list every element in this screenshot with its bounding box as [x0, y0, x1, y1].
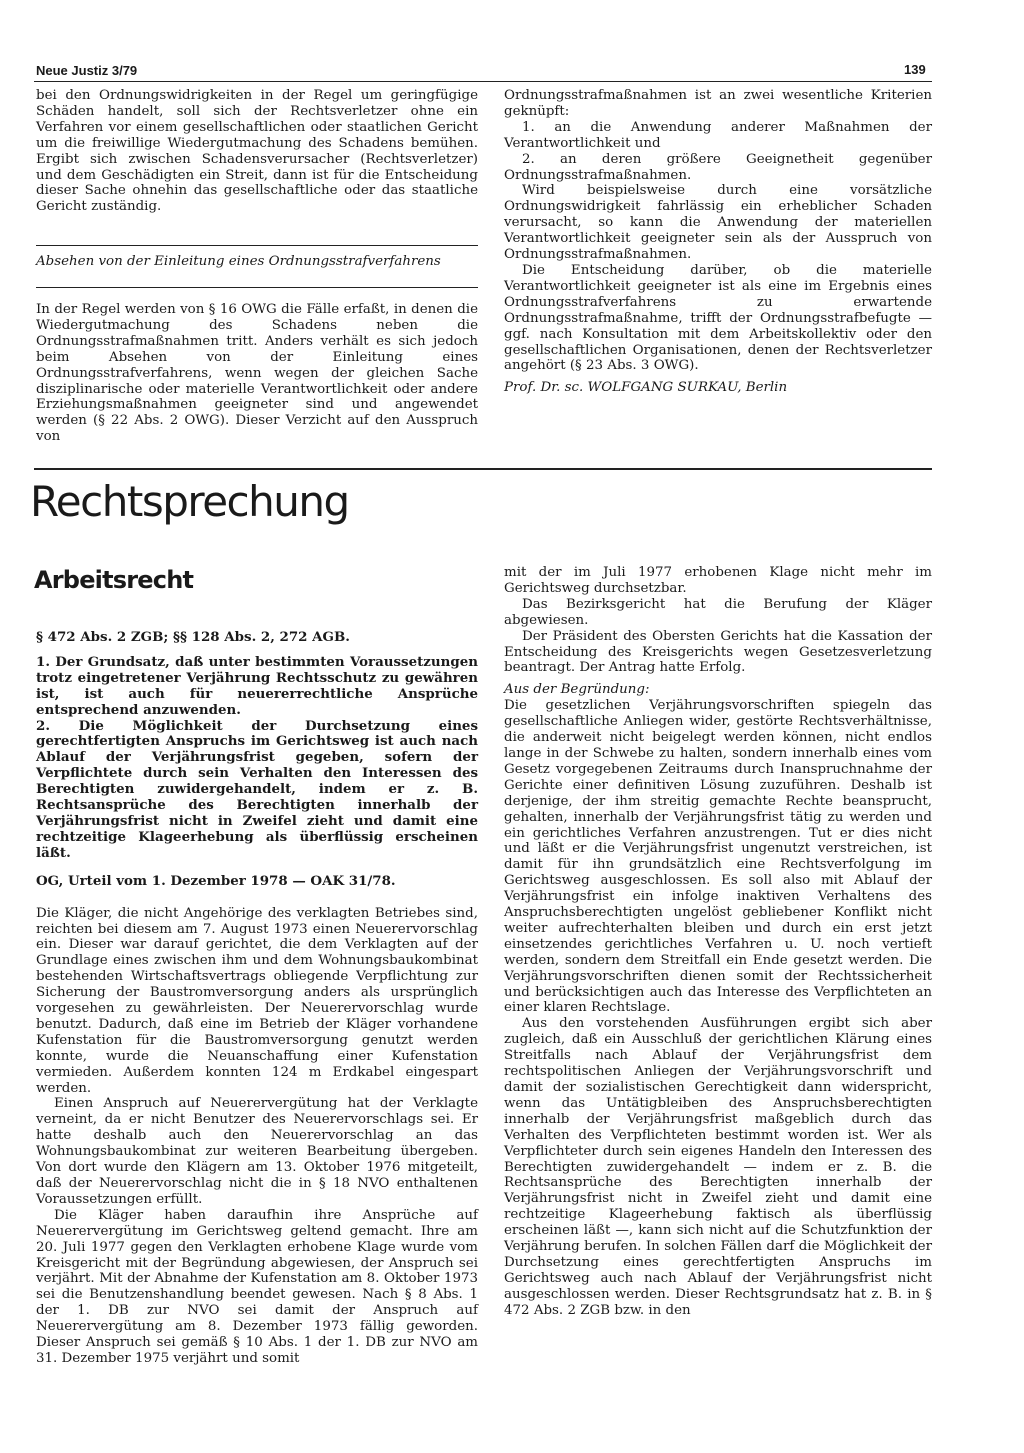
headnote-1: 1. Der Grundsatz, daß unter bestimmten Voraussetzungen trotz eingetretener Verjährung Rechtsschutz zu gewähren ist, ist auch für neuererrechtliche Ansprüche entsprechend anzuwenden. — [36, 653, 478, 718]
paragraph: Der Präsident des Obersten Gerichts hat die Kassation der Entscheidung des Kreisgerichts wegen Gesetzesverletzung beantragt. Der Antrag hatte Erfolg. — [504, 628, 932, 676]
paragraph: bei den Ordnungswidrigkeiten in der Regel um geringfügige Schäden handelt, soll sich der Rechtsverletzer ohne ein Verfahren vor einem gesellschaftlichen oder staatlichen Gericht um die freiwillige Wiedergutmachung des Schadens bemühen. Ergibt sich zwischen Schadensverursacher (Rechtsverletzer) und dem Geschädigten ein Streit, dann ist für die Entscheidung dieser Sache ohnehin das gesellschaftliche oder das staatliche Gericht zuständig. — [36, 88, 478, 215]
page-number: 139 — [904, 62, 926, 77]
legal-norms: § 472 Abs. 2 ZGB; §§ 128 Abs. 2, 272 AGB. — [36, 629, 350, 645]
top-left-column — [36, 88, 478, 215]
subhead-rule-bottom — [36, 287, 478, 288]
paragraph: Ordnungsstrafmaßnahmen ist an zwei wesentliche Kriterien geknüpft: — [504, 88, 932, 119]
subhead-rule-top — [36, 245, 478, 246]
list-item: 1. an die Anwendung anderer Maßnahmen der Verantwortlichkeit und — [504, 119, 932, 151]
subheading: Absehen von der Einleitung eines Ordnungsstrafverfahrens — [36, 254, 441, 269]
section-rule — [34, 468, 932, 470]
header-rule — [34, 81, 932, 82]
paragraph: Einen Anspruch auf Neuerervergütung hat der Verklagte verneint, da er nicht Benutzer des Neuerervorschlags sei. Er hatte deshalb auch den Neuerervorschlag an das Wohnungsbaukombinat zur weiteren Bearbeitung übergeben. Von dort wurde den Klägern am 13. Oktober 1976 mitgeteilt, daß der Neuerervorschlag nicht die in § 18 NVO enthaltenen Voraussetzungen erfüllt. — [36, 1096, 478, 1207]
section-subtitle: Arbeitsrecht — [34, 566, 194, 594]
paragraph: Die Kläger haben daraufhin ihre Ansprüche auf Neuerervergütung im Gerichtsweg geltend gemacht. Ihre am 20. Juli 1977 gegen den Verklagten erhobene Klage wurde vom Kreisgericht mit der Begründung abgewiesen, der Anspruch sei verjährt. Mit der Abnahme der Kufenstation am 8. Oktober 1973 sei die Benutzenshandlung beendet gewesen. Nach § 8 Abs. 1 der 1. DB zur NVO sei damit der Anspruch auf Neuerervergütung am 8. Dezember 1973 fällig geworden. Dieser Anspruch sei gemäß § 10 Abs. 1 der 1. DB zur NVO am 31. Dezember 1975 verjährt und somit — [36, 1207, 478, 1366]
decision-left-column — [36, 630, 478, 1367]
journal-title: Neue Justiz 3/79 — [36, 63, 138, 78]
paragraph: Das Bezirksgericht hat die Berufung der Kläger abgewiesen. — [504, 596, 932, 628]
paragraph: Aus den vorstehenden Ausführungen ergibt sich aber zugleich, daß ein Ausschluß der gerichtlichen Klärung eines Streitfalls nach Ablauf der Verjährungsfrist dem rechtspolitischen Anliegen der Verjährungsvorschrift und damit der sozialistischen Gerechtigkeit dann widerspricht, wenn das Untätigbleiben des Anspruchsberechtigten innerhalb der Verjährungsfrist maßgeblich durch das Verhalten des Verpflichteten bestimmt worden ist. Wer als Verpflichteter durch sein eigenes Handeln den Interessen des Berechtigten zuwidergehandelt — indem er z. B. die Rechtsansprüche des Berechtigten innerhalb der Verjährungsfrist nicht in Zweifel zieht und damit eine rechtzeitige Klageerhebung faktisch als überflüssig erscheinen läßt —, kann sich nicht auf die Schutzfunktion der Verjährung berufen. In solchen Fällen darf die Möglichkeit der Durchsetzung eines gerechtfertigten Anspruchs im Gerichtsweg auch nach Ablauf der Verjährungsfrist nicht ausgeschlossen werden. Dieser Rechtsgrundsatz hat z. B. in § 472 Abs. 2 ZGB bzw. in den — [504, 1016, 932, 1318]
top-left-column-2 — [36, 302, 478, 445]
reasons-heading: Aus der Begründung: — [504, 682, 650, 698]
paragraph: In der Regel werden von § 16 OWG die Fälle erfaßt, in denen die Wiedergutmachung des Schadens neben die Ordnungsstrafmaßnahmen tritt. Anders verhält es sich jedoch beim Absehen von der Einleitung eines Ordnungsstrafverfahrens, wenn wegen der gleichen Sache disziplinarische oder materielle Verantwortlichkeit oder andere Erziehungsmaßnahmen geeigneter sind und angewendet werden (§ 22 Abs. 2 OWG). Dieser Verzicht auf den Ausspruch von — [36, 302, 478, 445]
author-signature: Prof. Dr. sc. WOLFGANG SURKAU, Berlin — [504, 380, 788, 396]
top-right-column — [504, 88, 932, 396]
paragraph: mit der im Juli 1977 erhobenen Klage nicht mehr im Gerichtsweg durchsetzbar. — [504, 565, 932, 596]
decision-right-column — [504, 565, 932, 1319]
section-title: Rechtsprechung — [30, 477, 349, 526]
paragraph: Wird beispielsweise durch eine vorsätzliche Ordnungswidrigkeit fahrlässig ein erheblicher Schaden verursacht, so kann die Anwendung der materiellen Verantwortlichkeit geeigneter sein als der Ausspruch von Ordnungsstrafmaßnahmen. — [504, 183, 932, 263]
court-citation: OG, Urteil vom 1. Dezember 1978 — OAK 31/78. — [36, 872, 396, 889]
headnote-2: 2. Die Möglichkeit der Durchsetzung eines gerechtfertigten Anspruchs im Gerichtsweg ist auch nach Ablauf der Verjährungsfrist gegeben, sofern der Verpflichtete durch sein Verhalten den Interessen des Berechtigten zuwidergehandelt, indem er z. B. Rechtsansprüche des Berechtigten innerhalb der Verjährungsfrist nicht in Zweifel zieht und damit eine rechtzeitige Klageerhebung als überflüssig erscheinen läßt. — [36, 717, 478, 861]
paragraph: Die gesetzlichen Verjährungsvorschriften spiegeln das gesellschaftliche Anliegen wider, gestörte Rechtsverhältnisse, die anderweit nicht beigelegt werden können, nicht endlos lange in der Schwebe zu halten, sondern innerhalb eines vom Gesetz vorgegebenen Zeitraums durch Inanspruchnahme der Gerichte einer definitiven Lösung zuzuführen. Deshalb ist derjenige, der ihm streitig gemachte Rechte beansprucht, gehalten, innerhalb der Verjährungsfrist tätig zu werden und ein gerichtliches Verfahren anzustrengen. Tut er dies nicht und läßt er die Verjährungsfrist ungenutzt verstreichen, ist damit für ihn grundsätzlich eine Rechtsverfolgung im Gerichtsweg ausgeschlossen. Es soll also mit Ablauf der Verjährungsfrist ein infolge inaktiven Verhaltens des Anspruchsberechtigten ungelöst gebliebener Konflikt nicht weiter aufrechterhalten bleiben und durch ein erst jetzt einsetzendes gerichtliches Verfahren u. U. noch vertieft werden, sondern dem Streitfall ein Ende gesetzt werden. Die Verjährungsvorschriften dienen somit der Rechtssicherheit und berücksichtigen auch das Interesse des Verpflichteten an einer klaren Rechtslage. — [504, 698, 932, 1016]
paragraph: Die Entscheidung darüber, ob die materielle Verantwortlichkeit geeigneter ist als eine im Ergebnis eines Ordnungsstrafverfahrens zu erwartende Ordnungsstrafmaßnahme, trifft der Ordnungsstrafbefugte — ggf. nach Konsultation mit dem Arbeitskollektiv oder den gesellschaftlichen Organisationen, denen der Rechtsverletzer angehört (§ 23 Abs. 3 OWG). — [504, 262, 932, 374]
criteria-list — [504, 120, 932, 184]
list-item: 2. an deren größere Geeignetheit gegenüber Ordnungsstrafmaßnahmen. — [504, 151, 932, 183]
paragraph: Die Kläger, die nicht Angehörige des verklagten Betriebes sind, reichten bei diesem am 7. August 1973 einen Neuerervorschlag ein. Dieser war darauf gerichtet, die dem Verklagten auf der Grundlage eines zwischen ihm und dem Wohnungsbaukombinat bestehenden Wirtschaftsvertrags obliegende Verpflichtung zur Sicherung der Baustromversorgung anders als ursprünglich vorgesehen zu gewährleisten. Der Neuerervorschlag wurde benutzt. Dadurch, daß eine im Betrieb der Kläger vorhandene Kufenstation für die Baustromversorgung genutzt werden konnte, wurde die Neuanschaffung einer Kufenstation vermieden. Außerdem konnten 124 m Erdkabel eingespart werden. — [36, 905, 478, 1096]
